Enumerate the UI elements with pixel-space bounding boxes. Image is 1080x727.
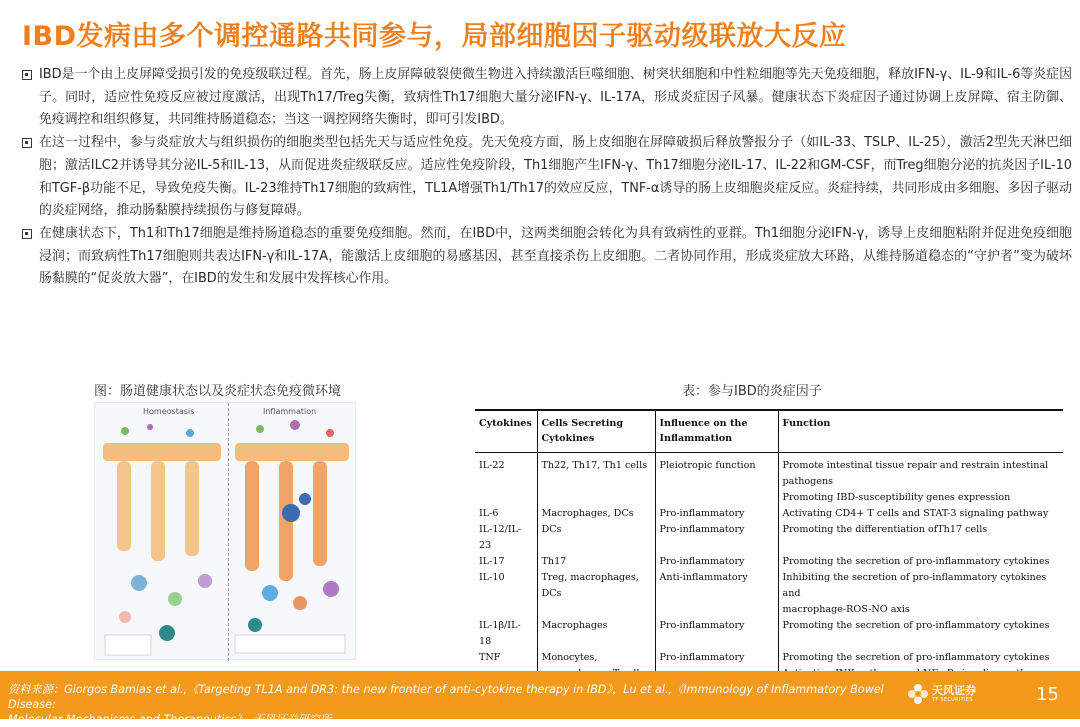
cell-secreting-cells: Macrophages, DCs	[537, 506, 655, 522]
cell-cytokine: IL-17	[479, 556, 505, 567]
page-number: 15	[1036, 684, 1059, 705]
footer-bar	[0, 671, 1080, 726]
cell-influence: Pleiotropic function	[655, 453, 778, 507]
table-header-row	[475, 410, 1063, 453]
cell-function: Promoting the differentiation ofTh17 cells	[778, 522, 1063, 554]
cell-cytokine: IL-22	[479, 460, 505, 471]
cytokine-table	[475, 409, 1063, 684]
logo-subtitle: TF SECURITIES	[932, 697, 973, 703]
source-citation: 资料来源：Giorgos Bamias et al.,《Targeting TL1A and DR3: the new frontier of anti-cytokine therapy in IBD》，Lu et al.,《Immunology of Inflammatory Bowel Disease: Molecular Mechanisms and Therapeutics》，天风证券研究所	[8, 683, 884, 726]
cell-influence: Pro-inflammatory	[655, 650, 778, 683]
immune-microenvironment-figure	[94, 402, 356, 660]
flower-logo-icon	[907, 683, 929, 705]
header-function: Function	[778, 410, 1063, 453]
cell-function: Inhibiting the secretion of pro-inflammatory cytokines and macrophage-ROS-NO axis	[778, 570, 1063, 618]
cell-secreting-cells: Treg, macrophages, DCs	[537, 570, 655, 618]
cell-cytokine: IL-10	[479, 572, 505, 583]
cell-influence: Pro-inflammatory	[655, 554, 778, 570]
header-cytokines: Cytokines	[475, 410, 537, 453]
logo-name: 天风证券	[932, 684, 976, 697]
cell-secreting-cells: DCs	[537, 522, 655, 554]
bullet-item	[22, 223, 1072, 291]
cell-cytokine: TNF	[475, 650, 537, 683]
bullet-item	[22, 132, 1072, 223]
bullet-item	[22, 64, 1072, 132]
square-bullet-icon	[22, 70, 32, 80]
table-row	[475, 554, 1063, 570]
table-caption: 表：参与IBD的炎症因子	[682, 384, 822, 399]
immune-diagram-illustration	[95, 403, 357, 661]
cell-influence: Pro-inflammatory	[655, 506, 778, 522]
cell-secreting-cells: Th17	[537, 554, 655, 570]
cell-function: Promoting the secretion of pro-inflammatory cytokines	[778, 650, 1063, 683]
company-logo	[907, 680, 977, 710]
cell-cytokine: IL-1β/IL-18	[479, 620, 521, 647]
table-row	[475, 453, 1063, 507]
cell-function: Promoting the secretion of pro-inflammatory cytokines	[778, 554, 1063, 570]
figure-caption: 图：肠道健康状态以及炎症状态免疫微环境	[94, 384, 342, 399]
table-row	[475, 618, 1063, 650]
cell-function: Activating CD4+ T cells and STAT-3 signaling pathway	[778, 506, 1063, 522]
cell-cytokine: IL-12/IL-23	[479, 524, 522, 551]
inflammation-label: Inflammation	[263, 407, 317, 416]
cell-function: Promote intestinal tissue repair and restrain intestinal pathogens Promoting IBD-susceptibility genes expression	[778, 453, 1063, 507]
bullet-list	[22, 64, 1072, 291]
table-row	[475, 522, 1063, 554]
table-body	[475, 453, 1063, 684]
cell-secreting-cells: Macrophages	[537, 618, 655, 650]
cell-function: Promoting the secretion of pro-inflammatory cytokines	[778, 618, 1063, 650]
cell-secreting-cells: Monocytes,	[537, 650, 655, 683]
page-title: IBD发病由多个调控通路共同参与，局部细胞因子驱动级联放大反应	[22, 21, 847, 52]
homeostasis-label: Homeostasis	[143, 407, 195, 416]
cell-influence: Pro-inflammatory	[655, 522, 778, 554]
cell-secreting-cells: Th22, Th17, Th1 cells	[537, 453, 655, 507]
bullet-text: IBD是一个由上皮屏障受损引发的免疫级联过程。首先，肠上皮屏障破裂使微生物进入持续激活巨噬细胞、树突状细胞和中性粒细胞等先天免疫细胞，释放IFN-γ、IL-9和IL-6等炎症因子。同时，适应性免疫反应被过度激活，出现Th17/Treg失衡，致病性Th17细胞大量分泌IFN-γ、IL-17A，形成炎症因子风暴。健康状态下炎症因子通过协调上皮屏障、宿主防御、免疫调控和组织修复，共同维持肠道稳态；当这一调控网络失衡时，即可引发IBD。	[39, 67, 1072, 128]
bullet-text: 在健康状态下，Th1和Th17细胞是维持肠道稳态的重要免疫细胞。然而，在IBD中，这两类细胞会转化为具有致病性的亚群。Th1细胞分泌IFN-γ，诱导上皮细胞粘附并促进免疫细胞浸润；而致病性Th17细胞则共表达IFN-γ和IL-17A，能激活上皮细胞的易感基因，甚至直接杀伤上皮细胞。二者协同作用，形成炎症放大环路，从维持肠道稳态的“守护者”变为破坏肠黏膜的“促炎放大器”，在IBD的发生和发展中发挥核心作用。	[39, 225, 1072, 287]
cytokine-table-container	[475, 409, 1063, 684]
header-influence: Influence on the Inflammation	[655, 410, 778, 453]
header-cells-secreting: Cells Secreting Cytokines	[537, 410, 655, 453]
cell-cytokine: IL-6	[479, 508, 499, 519]
cell-influence: Anti-inflammatory	[655, 570, 778, 618]
cell-influence: Pro-inflammatory	[655, 618, 778, 650]
table-row	[475, 506, 1063, 522]
bullet-text: 在这一过程中，参与炎症放大与组织损伤的细胞类型包括先天与适应性免疫。先天免疫方面，肠上皮细胞在屏障破损后释放警报分子（如IL-33、TSLP、IL-25），激活2型先天淋巴细胞；激活ILC2并诱导其分泌IL-5和IL-13，从而促进炎症级联反应。适应性免疫阶段，Th1细胞产生IFN-γ、Th17细胞分泌IL-17、IL-22和GM-CSF，而Treg细胞分泌的抗炎因子IL-10和TGF-β功能不足，导致免疫失衡。IL-23维持Th17细胞的致病性，TL1A增强Th1/Th17的效应反应，TNF-α诱导的肠上皮细胞炎症反应。炎症持续，共同形成由多细胞、多因子驱动的炎症网络，推动肠黏膜持续损伤与修复障碍。	[39, 135, 1072, 219]
square-bullet-icon	[22, 138, 32, 148]
table-row	[475, 570, 1063, 618]
square-bullet-icon	[22, 229, 32, 239]
